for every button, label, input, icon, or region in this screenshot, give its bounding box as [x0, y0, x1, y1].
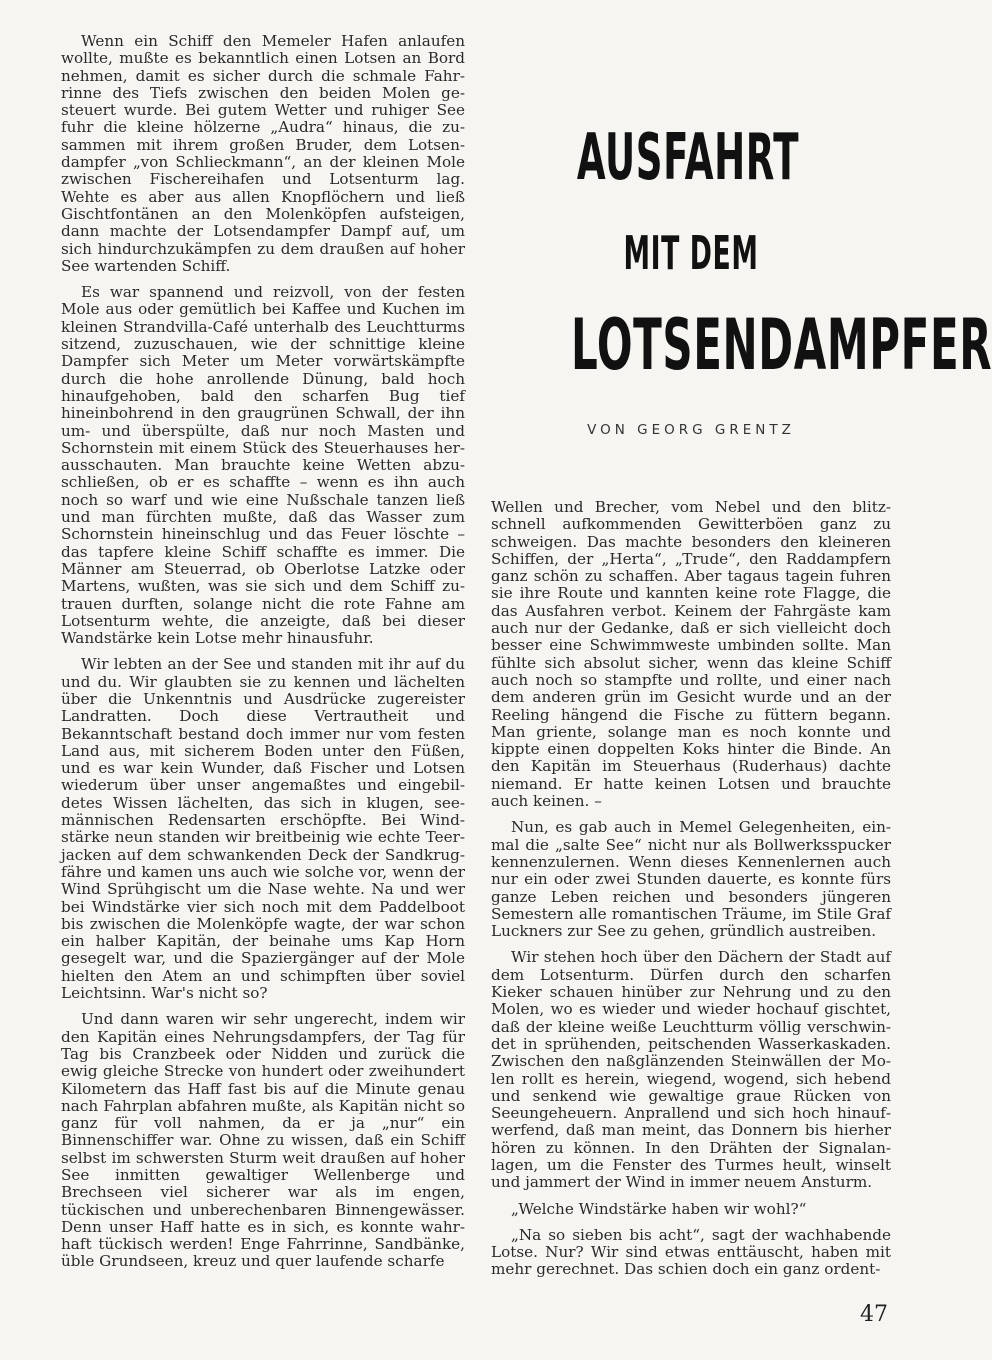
paragraph: Und dann waren wir sehr ungerecht, indem wir den Kapitän eines Nehrungsdampfers, der Tag für Tag bis Cranzbeek oder Nidden und zurück die ewig gleiche Strecke von hundert oder zweihundert Kilometern das Haff fast bis auf die Minute genau nach Fahrplan abfahren mußte, als Kapitän nicht so ganz für voll nahmen, da er ja „nur“ ein Binnenschiffer war. Ohne zu wissen, daß ein Schiff selbst im schwersten Sturm weit draußen auf hoher See inmitten gewaltiger Wellenberge und Brechseen viel sicherer war als im engen, tückischen und unberechenbaren Binnengewässer. Denn unser Haff hatte es in sich, es konnte wahrhaft tückisch werden! Enge Fahrrinne, Sandbänke, üble Grundseen, kreuz und quer laufende scharfe [61, 1010, 465, 1271]
paragraph: Wellen und Brecher, vom Nebel und den blitzschnell aufkommenden Gewitterböen ganz zu schweigen. Das machte besonders den kleineren Schiffen, der „Herta“, „Trude“, den Raddampfern ganz schön zu schaffen. Aber tagaus tagein fuhren sie ihre Route und kannten keine rote Flagge, die das Ausfahren verbot. Keinem der Fahrgäste kam auch nur der Gedanke, daß er sich vielleicht doch besser eine Schwimmweste umbinden sollte. Man fühlte sich absolut sicher, wenn das kleine Schiff auch noch so stampfte und rollte, und einer nach dem anderen grün im Gesicht wurde und an der Reeling hängend die Fische zu füttern begann. Man griente, solange man es noch konnte und kippte einen doppelten Koks hinter die Binde. An den Kapitän im Steuerhaus (Ruderhaus) dachte niemand. Er hatte keinen Lotsen und brauchte auch keinen. – [491, 498, 891, 811]
title-line-ausfahrt: AUSFAHRT [576, 121, 800, 195]
paragraph: „Welche Windstärke haben wir wohl?“ [511, 1199, 807, 1218]
title-line-mit-dem: MIT DEM [623, 226, 759, 280]
right-text-column [491, 499, 891, 1288]
author-byline: VON GEORG GRENTZ [587, 422, 795, 438]
left-text-column [61, 33, 465, 1280]
paragraph: Wir stehen hoch über den Dächern der Stadt auf dem Lotsenturm. Dürfen durch den scharfen Kieker schauen hinüber zur Nehrung und zu den Molen, wo es wieder und wieder hochauf gischtet, daß der kleine weiße Leuchtturm völlig verschwindet in sprühenden, peitschenden Wasserkaskaden. Zwischen den naßglänzenden Steinwällen der Molen rollt es herein, wiegend, wogend, sich hebend und senkend wie gewaltige graue Rücken von Seeungeheuern. Anprallend und sich hoch hinaufwerfend, daß man meint, das Donnern bis hierher hören zu können. In den Drähten der Signalanlagen, um die Fenster des Turmes heult, winselt und jammert der Wind in immer neuem Ansturm. [491, 948, 891, 1192]
paragraph: Es war spannend und reizvoll, von der festen Mole aus oder gemütlich bei Kaffee und Kuchen im kleinen Strandvilla-Café unterhalb des Leuchtturms sitzend, zuzuschauen, wie der schnittige kleine Dampfer sich Meter um Meter vorwärtskämpfte durch die hohe anrollende Dünung, bald hoch hinaufgehoben, bald den scharfen Bug tief hineinbohrend in den graugrünen Schwall, der ihn um- und überspülte, daß nur noch Masten und Schornstein mit einem Stück des Steuerhauses herausschauten. Man brauchte keine Wetten abzuschließen, ob er es schaffte – wenn es ihn auch noch so warf und wie eine Nußschale tanzen ließ und man fürchten mußte, daß das Wasser zum Schornstein hineinschlug und das Feuer löschte – das tapfere kleine Schiff schaffte es immer. Die Männer am Steuerrad, ob Oberlotse Latzke oder Martens, wußten, was sie sich und dem Schiff zutrauen durften, solange nicht die rote Fahne am Lotsenturm wehte, die anzeigte, daß bei dieser Wandstärke kein Lotse mehr hinausfuhr. [61, 283, 465, 648]
paragraph: Wenn ein Schiff den Memeler Hafen anlaufen wollte, mußte es bekanntlich einen Lotsen an Bord nehmen, damit es sicher durch die schmale Fahrrinne des Tiefs zwischen den beiden Molen gesteuert wurde. Bei gutem Wetter und ruhiger See fuhr die kleine hölzerne „Audra“ hinaus, die zusammen mit ihrem großen Bruder, dem Lotsendampfer „von Schlieckmann“, an der kleinen Mole zwischen Fischereihafen und Lotsenturm lag. Wehte es aber aus allen Knopflöchern und ließ Gischtfontänen an den Molenköpfen aufsteigen, dann machte der Lotsendampfer Dampf auf, um sich hindurchzukämpfen zu dem draußen auf hoher See wartenden Schiff. [61, 32, 465, 275]
paragraph: Nun, es gab auch in Memel Gelegenheiten, einmal die „salte See“ nicht nur als Bollwerksspucker kennenzulernen. Wenn dieses Kennenlernen auch nur ein oder zwei Stunden dauerte, es konnte fürs ganze Leben reichen und besonders jüngeren Semestern alle romantischen Träume, im Stile Graf Luckners zur See zu gehen, gründlich austreiben. [491, 818, 891, 941]
page-number: 47 [860, 1302, 888, 1327]
paragraph: „Na so sieben bis acht“, sagt der wachhabende Lotse. Nur? Wir sind etwas enttäuscht, haben mit mehr gerechnet. Das schien doch ein ganz ordent- [491, 1225, 891, 1279]
title-line-lotsendampfer: LOTSENDAMPFER [571, 304, 992, 386]
article-title [491, 118, 992, 393]
paragraph: Wir lebten an der See und standen mit ihr auf du und du. Wir glaubten sie zu kennen und lächelten über die Unkenntnis und Ausdrücke zugereister Landratten. Doch diese Vertrautheit und Bekanntschaft bestand doch immer nur vom festen Land aus, mit sicherem Boden unter den Füßen, und es war kein Wunder, daß Fischer und Lotsen wiederum über unser angemaßtes und eingebildetes Wissen lächelten, das sich in klugen, seemännischen Redensarten erschöpfte. Bei Windstärke neun standen wir breitbeinig wie echte Teerjacken auf dem schwankenden Deck der Sandkrugfähre und kamen uns auch wie solche vor, wenn der Wind Sprühgischt um die Nase wehte. Na und wer bei Windstärke vier sich noch mit dem Paddelboot bis zwischen die Molenköpfe wagte, der war schon ein halber Kapitän, der beinahe ums Kap Horn gesegelt war, und die Spaziergänger auf der Mole hielten den Atem an und schimpften über soviel Leichtsinn. War's nicht so? [61, 655, 465, 1003]
